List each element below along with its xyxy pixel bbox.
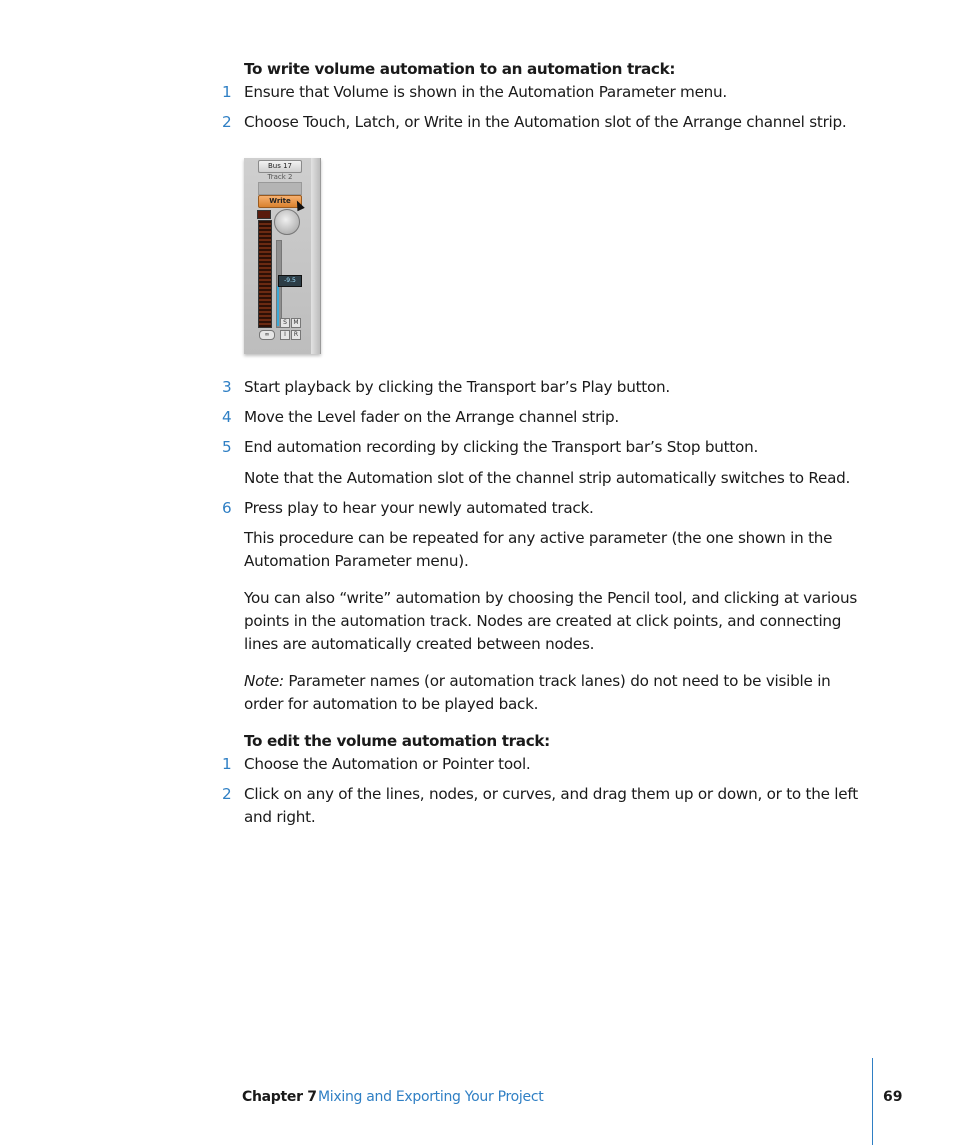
bus-slot: Bus 17 bbox=[258, 160, 302, 173]
step-text: End automation recording by clicking the Transport bar’s Stop button. bbox=[244, 438, 759, 456]
automation-mode-button: Write bbox=[258, 195, 302, 208]
step-text: Move the Level fader on the Arrange channel strip. bbox=[244, 408, 620, 426]
step-text: Choose the Automation or Pointer tool. bbox=[244, 755, 531, 773]
step-number: 3 bbox=[222, 378, 232, 396]
step-number: 2 bbox=[222, 113, 232, 131]
body-paragraph: You can also “write” automation by choosing the Pencil tool, and clicking at various points in the automation track. Nodes are created at click points, and connecting lines are automatically created between nodes. bbox=[244, 589, 858, 653]
mute-button: M bbox=[291, 318, 301, 328]
step-number: 4 bbox=[222, 408, 232, 426]
pan-knob bbox=[274, 209, 300, 235]
empty-slot bbox=[258, 182, 302, 195]
step-number: 1 bbox=[222, 83, 232, 101]
note-label: Note: bbox=[244, 672, 284, 690]
track-label: Track 2 bbox=[267, 173, 293, 181]
step-text: Click on any of the lines, nodes, or curves, and drag them up or down, or to the left and right. bbox=[244, 785, 858, 826]
step-text: Press play to hear your newly automated track. bbox=[244, 499, 594, 517]
page-number: 69 bbox=[883, 1089, 903, 1105]
fader-value-display: -9.5 bbox=[278, 275, 302, 287]
footer-chapter-title: Mixing and Exporting Your Project bbox=[318, 1089, 544, 1105]
step-number: 6 bbox=[222, 499, 232, 517]
section-heading-edit: To edit the volume automation track: bbox=[244, 732, 550, 750]
input-monitor-button: I bbox=[280, 330, 290, 340]
step-text: Start playback by clicking the Transport bar’s Play button. bbox=[244, 378, 670, 396]
step-number: 5 bbox=[222, 438, 232, 456]
note-text: Parameter names (or automation track lanes) do not need to be visible in order for automation to be played back. bbox=[244, 672, 831, 713]
record-enable-button: R bbox=[291, 330, 301, 340]
step-number: 1 bbox=[222, 755, 232, 773]
volume-fader-fill bbox=[277, 286, 279, 326]
step-text: Choose Touch, Latch, or Write in the Automation slot of the Arrange channel strip. bbox=[244, 113, 847, 131]
step-number: 2 bbox=[222, 785, 232, 803]
step-note: Note that the Automation slot of the channel strip automatically switches to Read. bbox=[244, 469, 851, 487]
note-paragraph bbox=[244, 670, 869, 716]
level-meter bbox=[258, 220, 272, 328]
step-followup: This procedure can be repeated for any active parameter (the one shown in the Automation Parameter menu). bbox=[244, 529, 833, 570]
footer-divider bbox=[872, 1058, 873, 1145]
meter-peak-indicator bbox=[257, 210, 271, 219]
footer-chapter: Chapter 7 bbox=[242, 1089, 317, 1105]
channel-strip-edge bbox=[311, 158, 320, 354]
solo-button: S bbox=[280, 318, 290, 328]
link-icon: ∞ bbox=[259, 330, 275, 340]
step-text: Ensure that Volume is shown in the Automation Parameter menu. bbox=[244, 83, 728, 101]
section-heading-write: To write volume automation to an automation track: bbox=[244, 60, 676, 78]
